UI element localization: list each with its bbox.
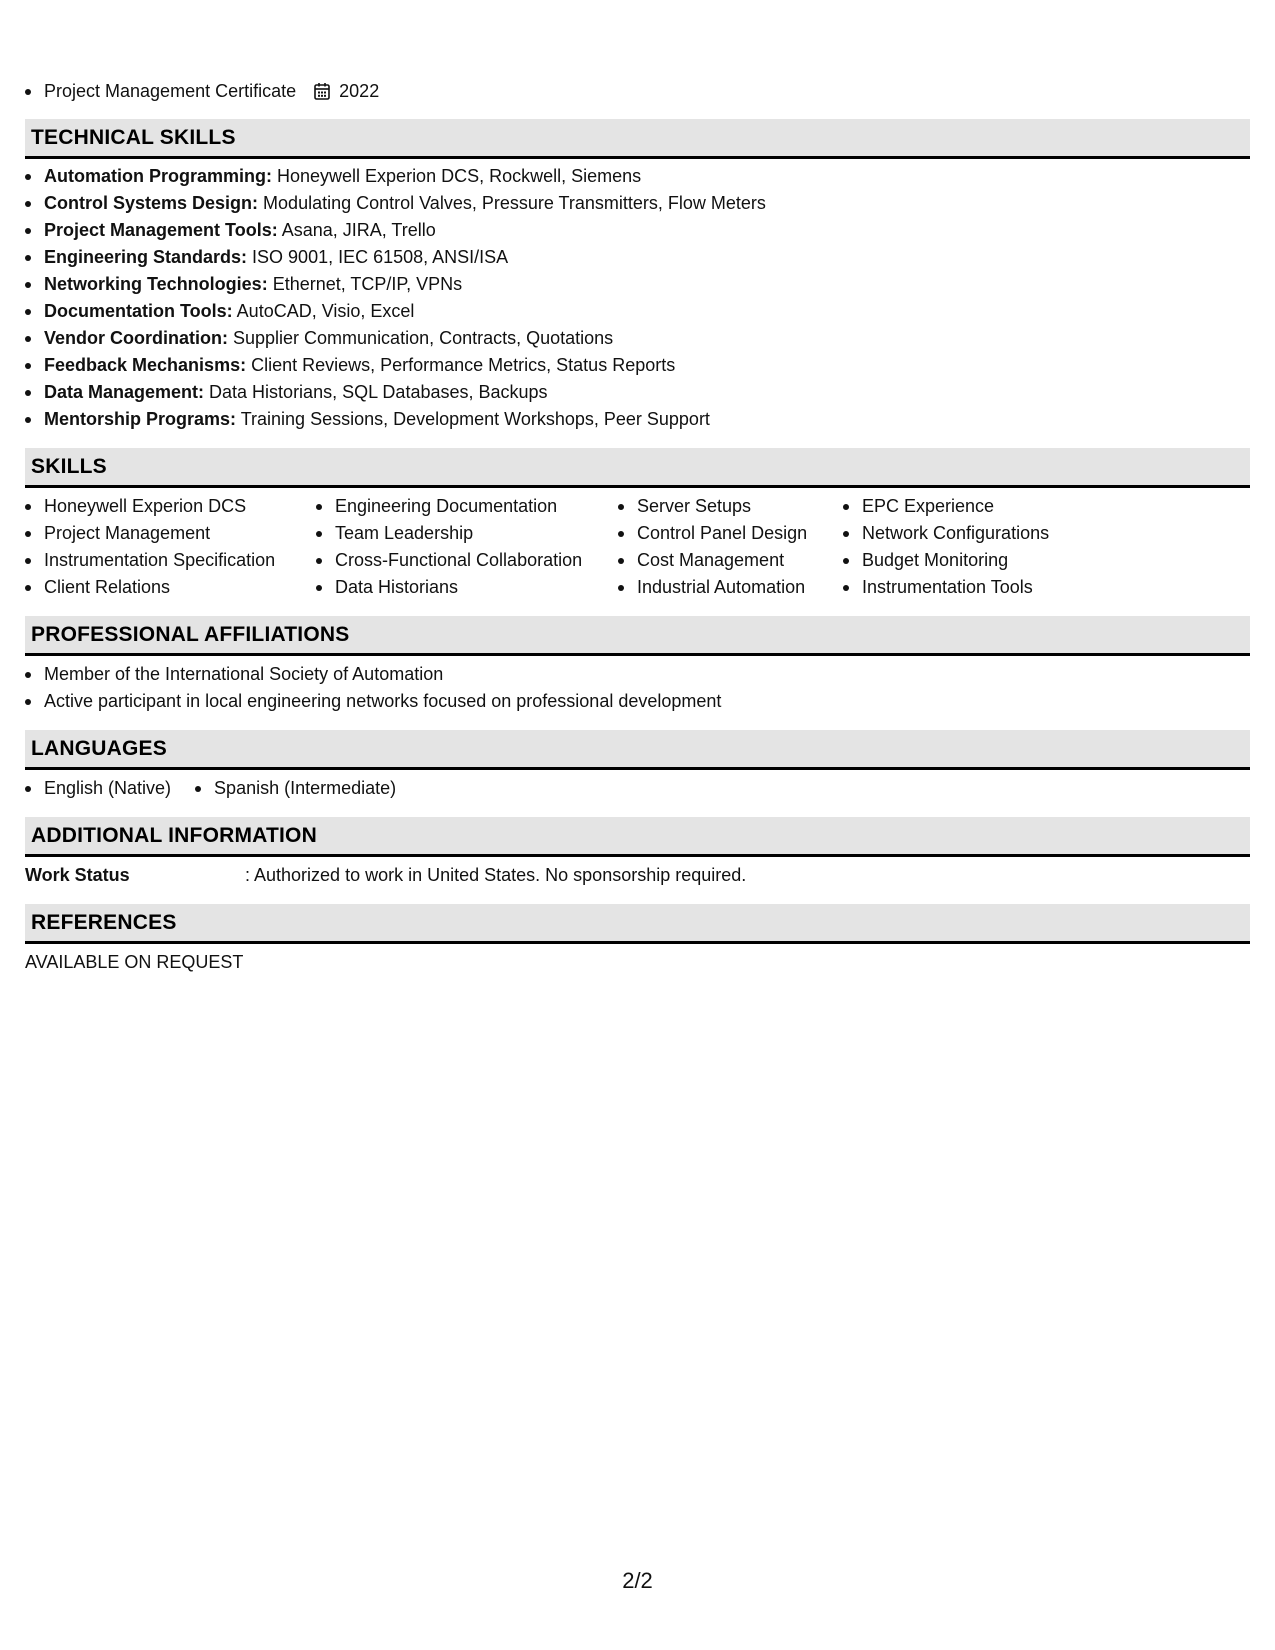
section-title-technical-skills: TECHNICAL SKILLS (25, 119, 1250, 159)
skills-column (316, 493, 618, 601)
certification-list (25, 78, 1250, 105)
skill-category: Control Systems Design: (44, 193, 259, 213)
certification-name: Project Management Certificate (44, 81, 297, 101)
list-item: Engineering Documentation (316, 493, 618, 520)
skill-category: Mentorship Programs: (44, 409, 237, 429)
list-item: Network Configurations (843, 520, 1143, 547)
skill-category: Feedback Mechanisms: (44, 355, 247, 375)
list-item: Cost Management (618, 547, 843, 574)
section-title-skills: SKILLS (25, 448, 1250, 488)
skill-category: Documentation Tools: (44, 301, 233, 321)
list-item (25, 190, 1250, 217)
languages-list (25, 775, 1250, 802)
page-number: 2/2 (622, 1568, 653, 1593)
list-item: Control Panel Design (618, 520, 843, 547)
skill-values: ISO 9001, IEC 61508, ANSI/ISA (247, 247, 509, 267)
skill-values: Ethernet, TCP/IP, VPNs (267, 274, 463, 294)
affiliations-section (25, 616, 1250, 715)
additional-info-section (25, 817, 1250, 889)
list-item: Active participant in local engineering networks focused on professional development (25, 688, 1250, 715)
list-item: Instrumentation Specification (25, 547, 316, 574)
list-item (25, 406, 1250, 433)
list-item (25, 244, 1250, 271)
skill-category: Engineering Standards: (44, 247, 248, 267)
skill-category: Vendor Coordination: (44, 328, 228, 348)
skill-category: Data Management: (44, 382, 205, 402)
section-title-affiliations: PROFESSIONAL AFFILIATIONS (25, 616, 1250, 656)
references-section (25, 904, 1250, 976)
list-item (25, 163, 1250, 190)
resume-page (25, 78, 1250, 976)
skill-values: Client Reviews, Performance Metrics, Status Reports (246, 355, 676, 375)
list-item: Data Historians (316, 574, 618, 601)
skill-category: Project Management Tools: (44, 220, 278, 240)
list-item: Team Leadership (316, 520, 618, 547)
list-item: Industrial Automation (618, 574, 843, 601)
list-item: Project Management (25, 520, 316, 547)
work-status-label: Work Status (25, 865, 130, 885)
section-title-references: REFERENCES (25, 904, 1250, 944)
list-item: English (Native) (25, 775, 171, 802)
skill-values: AutoCAD, Visio, Excel (232, 301, 415, 321)
skill-values: Training Sessions, Development Workshops, Peer Support (236, 409, 710, 429)
list-item (25, 217, 1250, 244)
technical-skills-list (25, 163, 1250, 433)
work-status-row (25, 862, 1250, 889)
skill-values: Honeywell Experion DCS, Rockwell, Siemens (272, 166, 642, 186)
list-item (25, 78, 1250, 105)
skill-values: Data Historians, SQL Databases, Backups (204, 382, 548, 402)
list-item: EPC Experience (843, 493, 1143, 520)
certification-year: 2022 (339, 81, 380, 101)
section-title-languages: LANGUAGES (25, 730, 1250, 770)
skill-values: Supplier Communication, Contracts, Quotations (228, 328, 614, 348)
list-item: Spanish (Intermediate) (195, 775, 396, 802)
skills-column (843, 493, 1143, 601)
list-item: Member of the International Society of Automation (25, 661, 1250, 688)
work-status-value: : Authorized to work in United States. No sponsorship required. (245, 865, 747, 885)
calendar-icon (314, 82, 330, 100)
skill-values: Asana, JIRA, Trello (277, 220, 436, 240)
skill-category: Networking Technologies: (44, 274, 268, 294)
skill-category: Automation Programming: (44, 166, 272, 186)
skill-values: Modulating Control Valves, Pressure Transmitters, Flow Meters (258, 193, 766, 213)
references-text: AVAILABLE ON REQUEST (25, 952, 244, 972)
skills-section (25, 448, 1250, 601)
skills-column (25, 493, 316, 601)
list-item: Instrumentation Tools (843, 574, 1143, 601)
list-item (25, 352, 1250, 379)
list-item: Honeywell Experion DCS (25, 493, 316, 520)
list-item: Client Relations (25, 574, 316, 601)
list-item (25, 325, 1250, 352)
list-item: Cross-Functional Collaboration (316, 547, 618, 574)
skills-column (618, 493, 843, 601)
list-item (25, 271, 1250, 298)
list-item (25, 379, 1250, 406)
affiliations-list (25, 661, 1250, 715)
technical-skills-section (25, 119, 1250, 433)
section-title-additional-info: ADDITIONAL INFORMATION (25, 817, 1250, 857)
list-item: Budget Monitoring (843, 547, 1143, 574)
languages-section (25, 730, 1250, 802)
list-item: Server Setups (618, 493, 843, 520)
list-item (25, 298, 1250, 325)
